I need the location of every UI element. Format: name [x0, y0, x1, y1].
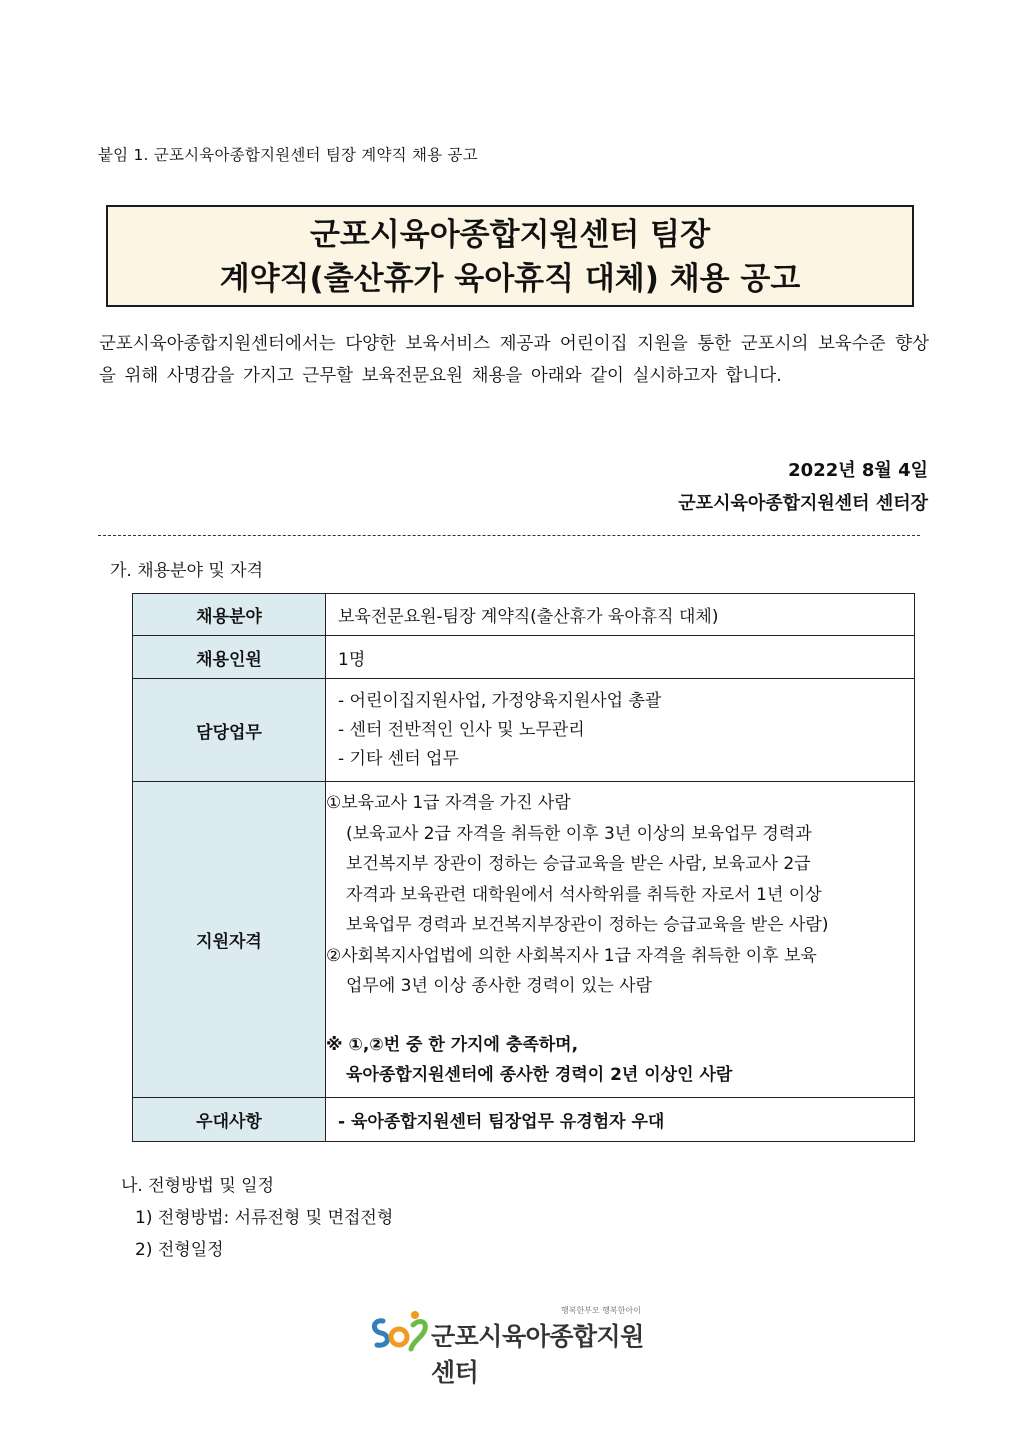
qual-line: 자격과 보육관련 대학원에서 석사학위를 취득한 자로서 1년 이상	[346, 884, 822, 905]
na-item-2: 2) 전형일정	[135, 1240, 224, 1260]
logo-tagline: 행복한부모 행복한아이	[561, 1306, 641, 1315]
section-na-heading: 나. 전형방법 및 일정	[121, 1176, 274, 1196]
center-logo	[369, 1305, 659, 1387]
section-ga-heading: 가. 채용분야 및 자격	[110, 561, 263, 581]
pref-value: - 육아종합지원센터 팀장업무 유경험자 우대	[326, 1097, 915, 1141]
duty-item: - 어린이집지원사업, 가정양육지원사업 총괄	[338, 690, 662, 711]
title-box	[106, 205, 914, 307]
table-row-field	[133, 594, 915, 636]
signer: 군포시육아종합지원센터 센터장	[678, 493, 928, 514]
na-item-1: 1) 전형방법: 서류전형 및 면접전형	[135, 1208, 394, 1228]
field-label: 채용분야	[133, 594, 326, 636]
title-line-1: 군포시육아종합지원센터 팀장	[309, 217, 711, 253]
table-row-duty	[133, 679, 915, 782]
pref-label: 우대사항	[133, 1097, 326, 1141]
announcement-date: 2022년 8월 4일	[788, 460, 928, 481]
qual-line: (보육교사 2급 자격을 취득한 이후 3년 이상의 보육업무 경력과	[346, 823, 812, 844]
qual-note-1: ※ ①,②번 중 한 가지에 충족하며,	[326, 1034, 579, 1055]
qual-label: 지원자격	[133, 782, 326, 1098]
recruitment-table	[132, 593, 915, 1142]
table-row-qualification	[133, 782, 915, 1098]
qual-note-2: 육아종합지원센터에 종사한 경력이 2년 이상인 사람	[346, 1065, 733, 1085]
title-line-2: 계약직(출산휴가 육아휴직 대체) 채용 공고	[219, 261, 801, 297]
table-row-count	[133, 636, 915, 679]
qual-line: ①보육교사 1급 자격을 가진 사람	[326, 793, 571, 813]
attachment-label: 붙임 1. 군포시육아종합지원센터 팀장 계약직 채용 공고	[98, 146, 478, 164]
count-value: 1명	[326, 636, 915, 679]
qual-line: ②사회복지사업법에 의한 사회복지사 1급 자격을 취득한 이후 보육	[326, 945, 817, 966]
count-label: 채용인원	[133, 636, 326, 679]
field-value: 보육전문요원-팀장 계약직(출산휴가 육아휴직 대체)	[326, 594, 915, 636]
table-row-preference	[133, 1097, 915, 1141]
qual-content	[326, 782, 915, 1098]
duty-label: 담당업무	[133, 679, 326, 782]
intro-paragraph: 군포시육아종합지원센터에서는 다양한 보육서비스 제공과 어린이집 지원을 통한 군포시의 보육수준 향상을 위해 사명감을 가지고 근무할 보육전문요원 채용을 아래와 같이 실시하고자 합니다.	[99, 334, 929, 386]
duty-list	[326, 679, 915, 782]
logo-mark-icon	[369, 1305, 431, 1355]
logo-name: 군포시육아종합지원센터	[431, 1322, 644, 1387]
dashed-divider	[98, 535, 920, 536]
qual-line: 보육업무 경력과 보건복지부장관이 정하는 승급교육을 받은 사람)	[346, 915, 829, 935]
qual-line: 보건복지부 장관이 정하는 승급교육을 받은 사람, 보육교사 2급	[346, 854, 811, 874]
qual-spacer	[326, 1002, 913, 1030]
duty-item: - 기타 센터 업무	[338, 748, 459, 769]
qual-line: 업무에 3년 이상 종사한 경력이 있는 사람	[346, 976, 652, 996]
duty-item: - 센터 전반적인 인사 및 노무관리	[338, 719, 585, 740]
